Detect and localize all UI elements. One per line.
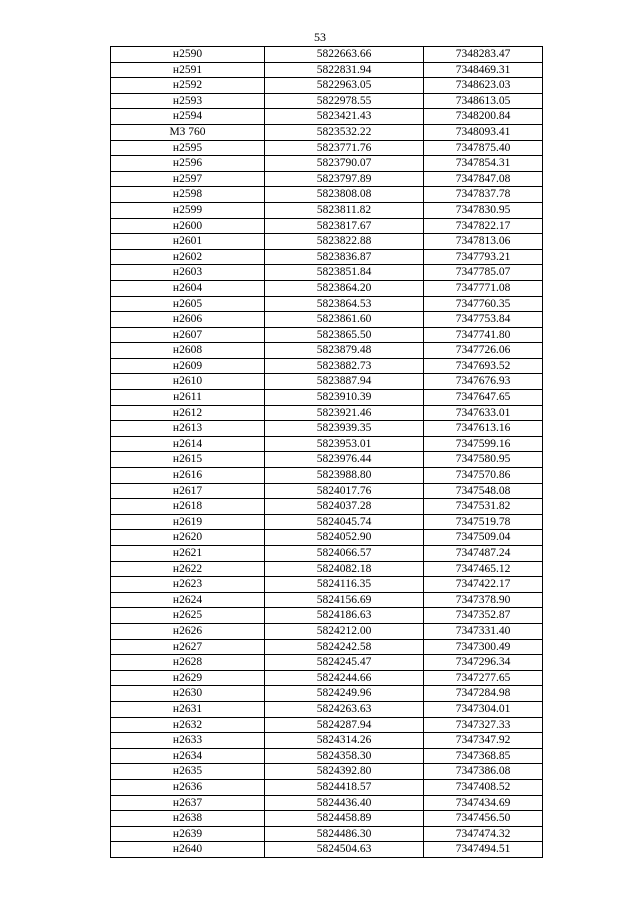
x-coordinate-cell: 5823797.89 xyxy=(265,171,424,187)
x-coordinate-cell: 5823771.76 xyxy=(265,140,424,156)
y-coordinate-cell: 7347465.12 xyxy=(424,561,543,577)
y-coordinate-cell: 7347368.85 xyxy=(424,748,543,764)
x-coordinate-cell: 5824037.28 xyxy=(265,499,424,515)
x-coordinate-cell: 5823976.44 xyxy=(265,452,424,468)
y-coordinate-cell: 7347875.40 xyxy=(424,140,543,156)
y-coordinate-cell: 7347854.31 xyxy=(424,156,543,172)
point-name-cell: н2603 xyxy=(111,265,265,281)
x-coordinate-cell: 5823861.60 xyxy=(265,312,424,328)
y-coordinate-cell: 7347633.01 xyxy=(424,405,543,421)
y-coordinate-cell: 7347785.07 xyxy=(424,265,543,281)
x-coordinate-cell: 5823865.50 xyxy=(265,327,424,343)
table-row xyxy=(111,608,543,624)
point-name-cell: н2611 xyxy=(111,390,265,406)
table-row xyxy=(111,405,543,421)
y-coordinate-cell: 7347830.95 xyxy=(424,202,543,218)
y-coordinate-cell: 7347487.24 xyxy=(424,546,543,562)
y-coordinate-cell: 7347378.90 xyxy=(424,592,543,608)
x-coordinate-cell: 5823939.35 xyxy=(265,421,424,437)
x-coordinate-cell: 5824045.74 xyxy=(265,514,424,530)
x-coordinate-cell: 5823864.53 xyxy=(265,296,424,312)
table-row xyxy=(111,109,543,125)
table-row xyxy=(111,280,543,296)
x-coordinate-cell: 5824418.57 xyxy=(265,779,424,795)
point-name-cell: н2639 xyxy=(111,826,265,842)
y-coordinate-cell: 7347847.08 xyxy=(424,171,543,187)
y-coordinate-cell: 7347408.52 xyxy=(424,779,543,795)
y-coordinate-cell: 7347613.16 xyxy=(424,421,543,437)
y-coordinate-cell: 7347548.08 xyxy=(424,483,543,499)
point-name-cell: н2612 xyxy=(111,405,265,421)
point-name-cell: н2617 xyxy=(111,483,265,499)
point-name-cell: н2600 xyxy=(111,218,265,234)
table-row xyxy=(111,670,543,686)
point-name-cell: н2602 xyxy=(111,249,265,265)
y-coordinate-cell: 7347300.49 xyxy=(424,639,543,655)
table-row xyxy=(111,623,543,639)
y-coordinate-cell: 7348623.03 xyxy=(424,78,543,94)
x-coordinate-cell: 5823887.94 xyxy=(265,374,424,390)
table-row xyxy=(111,733,543,749)
coordinates-table-body xyxy=(111,47,543,858)
x-coordinate-cell: 5824212.00 xyxy=(265,623,424,639)
table-row xyxy=(111,421,543,437)
point-name-cell: н2609 xyxy=(111,358,265,374)
table-row xyxy=(111,187,543,203)
table-row xyxy=(111,655,543,671)
table-row xyxy=(111,452,543,468)
point-name-cell: н2637 xyxy=(111,795,265,811)
y-coordinate-cell: 7347494.51 xyxy=(424,842,543,858)
x-coordinate-cell: 5823790.07 xyxy=(265,156,424,172)
table-row xyxy=(111,701,543,717)
x-coordinate-cell: 5824263.63 xyxy=(265,701,424,717)
x-coordinate-cell: 5824458.89 xyxy=(265,811,424,827)
x-coordinate-cell: 5824358.30 xyxy=(265,748,424,764)
y-coordinate-cell: 7347676.93 xyxy=(424,374,543,390)
y-coordinate-cell: 7347580.95 xyxy=(424,452,543,468)
point-name-cell: н2594 xyxy=(111,109,265,125)
x-coordinate-cell: 5823817.67 xyxy=(265,218,424,234)
point-name-cell: н2616 xyxy=(111,468,265,484)
y-coordinate-cell: 7347434.69 xyxy=(424,795,543,811)
table-row xyxy=(111,514,543,530)
y-coordinate-cell: 7347277.65 xyxy=(424,670,543,686)
table-row xyxy=(111,265,543,281)
point-name-cell: н2620 xyxy=(111,530,265,546)
x-coordinate-cell: 5823882.73 xyxy=(265,358,424,374)
point-name-cell: н2632 xyxy=(111,717,265,733)
x-coordinate-cell: 5823864.20 xyxy=(265,280,424,296)
table-row xyxy=(111,577,543,593)
point-name-cell: н2634 xyxy=(111,748,265,764)
y-coordinate-cell: 7347284.98 xyxy=(424,686,543,702)
coordinates-table xyxy=(110,46,543,858)
point-name-cell: н2601 xyxy=(111,234,265,250)
y-coordinate-cell: 7347726.06 xyxy=(424,343,543,359)
point-name-cell: н2629 xyxy=(111,670,265,686)
point-name-cell: н2630 xyxy=(111,686,265,702)
y-coordinate-cell: 7347647.65 xyxy=(424,390,543,406)
table-row xyxy=(111,795,543,811)
x-coordinate-cell: 5824244.66 xyxy=(265,670,424,686)
point-name-cell: н2618 xyxy=(111,499,265,515)
point-name-cell: н2631 xyxy=(111,701,265,717)
point-name-cell: н2627 xyxy=(111,639,265,655)
x-coordinate-cell: 5824052.90 xyxy=(265,530,424,546)
point-name-cell: МЗ 760 xyxy=(111,124,265,140)
y-coordinate-cell: 7347837.78 xyxy=(424,187,543,203)
x-coordinate-cell: 5824436.40 xyxy=(265,795,424,811)
y-coordinate-cell: 7347813.06 xyxy=(424,234,543,250)
point-name-cell: н2628 xyxy=(111,655,265,671)
table-row xyxy=(111,327,543,343)
y-coordinate-cell: 7347347.92 xyxy=(424,733,543,749)
point-name-cell: н2640 xyxy=(111,842,265,858)
point-name-cell: н2614 xyxy=(111,436,265,452)
y-coordinate-cell: 7347693.52 xyxy=(424,358,543,374)
x-coordinate-cell: 5823836.87 xyxy=(265,249,424,265)
point-name-cell: н2608 xyxy=(111,343,265,359)
point-name-cell: н2591 xyxy=(111,62,265,78)
y-coordinate-cell: 7348093.41 xyxy=(424,124,543,140)
table-row xyxy=(111,62,543,78)
table-row xyxy=(111,639,543,655)
x-coordinate-cell: 5823822.88 xyxy=(265,234,424,250)
table-row xyxy=(111,499,543,515)
x-coordinate-cell: 5823879.48 xyxy=(265,343,424,359)
y-coordinate-cell: 7347793.21 xyxy=(424,249,543,265)
point-name-cell: н2625 xyxy=(111,608,265,624)
x-coordinate-cell: 5824116.35 xyxy=(265,577,424,593)
table-row xyxy=(111,171,543,187)
x-coordinate-cell: 5822663.66 xyxy=(265,47,424,63)
x-coordinate-cell: 5824186.63 xyxy=(265,608,424,624)
table-row xyxy=(111,779,543,795)
x-coordinate-cell: 5824082.18 xyxy=(265,561,424,577)
point-name-cell: н2595 xyxy=(111,140,265,156)
x-coordinate-cell: 5823808.08 xyxy=(265,187,424,203)
x-coordinate-cell: 5824156.69 xyxy=(265,592,424,608)
table-row xyxy=(111,842,543,858)
table-row xyxy=(111,468,543,484)
point-name-cell: н2592 xyxy=(111,78,265,94)
x-coordinate-cell: 5824017.76 xyxy=(265,483,424,499)
point-name-cell: н2623 xyxy=(111,577,265,593)
y-coordinate-cell: 7347519.78 xyxy=(424,514,543,530)
point-name-cell: н2597 xyxy=(111,171,265,187)
point-name-cell: н2598 xyxy=(111,187,265,203)
table-row xyxy=(111,202,543,218)
x-coordinate-cell: 5823532.22 xyxy=(265,124,424,140)
table-row xyxy=(111,312,543,328)
table-row xyxy=(111,234,543,250)
table-row xyxy=(111,748,543,764)
table-row xyxy=(111,47,543,63)
point-name-cell: н2621 xyxy=(111,546,265,562)
y-coordinate-cell: 7347570.86 xyxy=(424,468,543,484)
table-row xyxy=(111,530,543,546)
x-coordinate-cell: 5822978.55 xyxy=(265,93,424,109)
y-coordinate-cell: 7348283.47 xyxy=(424,47,543,63)
table-row xyxy=(111,592,543,608)
point-name-cell: н2590 xyxy=(111,47,265,63)
y-coordinate-cell: 7347352.87 xyxy=(424,608,543,624)
x-coordinate-cell: 5824245.47 xyxy=(265,655,424,671)
x-coordinate-cell: 5824392.80 xyxy=(265,764,424,780)
x-coordinate-cell: 5824066.57 xyxy=(265,546,424,562)
y-coordinate-cell: 7347327.33 xyxy=(424,717,543,733)
point-name-cell: н2607 xyxy=(111,327,265,343)
point-name-cell: н2613 xyxy=(111,421,265,437)
point-name-cell: н2610 xyxy=(111,374,265,390)
y-coordinate-cell: 7347331.40 xyxy=(424,623,543,639)
table-row xyxy=(111,249,543,265)
point-name-cell: н2626 xyxy=(111,623,265,639)
x-coordinate-cell: 5823851.84 xyxy=(265,265,424,281)
point-name-cell: н2622 xyxy=(111,561,265,577)
y-coordinate-cell: 7348469.31 xyxy=(424,62,543,78)
table-row xyxy=(111,717,543,733)
table-row xyxy=(111,140,543,156)
point-name-cell: н2606 xyxy=(111,312,265,328)
x-coordinate-cell: 5823921.46 xyxy=(265,405,424,421)
point-name-cell: н2619 xyxy=(111,514,265,530)
x-coordinate-cell: 5823811.82 xyxy=(265,202,424,218)
table-row xyxy=(111,811,543,827)
x-coordinate-cell: 5823953.01 xyxy=(265,436,424,452)
y-coordinate-cell: 7347509.04 xyxy=(424,530,543,546)
table-row xyxy=(111,561,543,577)
table-row xyxy=(111,156,543,172)
y-coordinate-cell: 7347741.80 xyxy=(424,327,543,343)
table-row xyxy=(111,826,543,842)
table-row xyxy=(111,124,543,140)
point-name-cell: н2604 xyxy=(111,280,265,296)
page-number: 53 xyxy=(314,30,326,44)
x-coordinate-cell: 5823988.80 xyxy=(265,468,424,484)
y-coordinate-cell: 7348613.05 xyxy=(424,93,543,109)
table-row xyxy=(111,390,543,406)
y-coordinate-cell: 7347456.50 xyxy=(424,811,543,827)
table-row xyxy=(111,358,543,374)
point-name-cell: н2605 xyxy=(111,296,265,312)
y-coordinate-cell: 7347296.34 xyxy=(424,655,543,671)
x-coordinate-cell: 5822963.05 xyxy=(265,78,424,94)
point-name-cell: н2596 xyxy=(111,156,265,172)
y-coordinate-cell: 7347760.35 xyxy=(424,296,543,312)
y-coordinate-cell: 7348200.84 xyxy=(424,109,543,125)
y-coordinate-cell: 7347386.08 xyxy=(424,764,543,780)
x-coordinate-cell: 5824287.94 xyxy=(265,717,424,733)
x-coordinate-cell: 5824249.96 xyxy=(265,686,424,702)
point-name-cell: н2633 xyxy=(111,733,265,749)
table-row xyxy=(111,296,543,312)
point-name-cell: н2615 xyxy=(111,452,265,468)
table-row xyxy=(111,764,543,780)
point-name-cell: н2636 xyxy=(111,779,265,795)
x-coordinate-cell: 5824504.63 xyxy=(265,842,424,858)
table-row xyxy=(111,546,543,562)
y-coordinate-cell: 7347599.16 xyxy=(424,436,543,452)
table-row xyxy=(111,483,543,499)
x-coordinate-cell: 5823421.43 xyxy=(265,109,424,125)
x-coordinate-cell: 5824486.30 xyxy=(265,826,424,842)
y-coordinate-cell: 7347474.32 xyxy=(424,826,543,842)
table-row xyxy=(111,218,543,234)
point-name-cell: н2599 xyxy=(111,202,265,218)
y-coordinate-cell: 7347753.84 xyxy=(424,312,543,328)
y-coordinate-cell: 7347304.01 xyxy=(424,701,543,717)
y-coordinate-cell: 7347422.17 xyxy=(424,577,543,593)
point-name-cell: н2624 xyxy=(111,592,265,608)
table-row xyxy=(111,93,543,109)
y-coordinate-cell: 7347531.82 xyxy=(424,499,543,515)
x-coordinate-cell: 5824314.26 xyxy=(265,733,424,749)
table-row xyxy=(111,686,543,702)
y-coordinate-cell: 7347771.08 xyxy=(424,280,543,296)
y-coordinate-cell: 7347822.17 xyxy=(424,218,543,234)
table-row xyxy=(111,374,543,390)
point-name-cell: н2638 xyxy=(111,811,265,827)
x-coordinate-cell: 5824242.58 xyxy=(265,639,424,655)
table-row xyxy=(111,78,543,94)
point-name-cell: н2593 xyxy=(111,93,265,109)
table-row xyxy=(111,343,543,359)
point-name-cell: н2635 xyxy=(111,764,265,780)
x-coordinate-cell: 5823910.39 xyxy=(265,390,424,406)
x-coordinate-cell: 5822831.94 xyxy=(265,62,424,78)
table-row xyxy=(111,436,543,452)
